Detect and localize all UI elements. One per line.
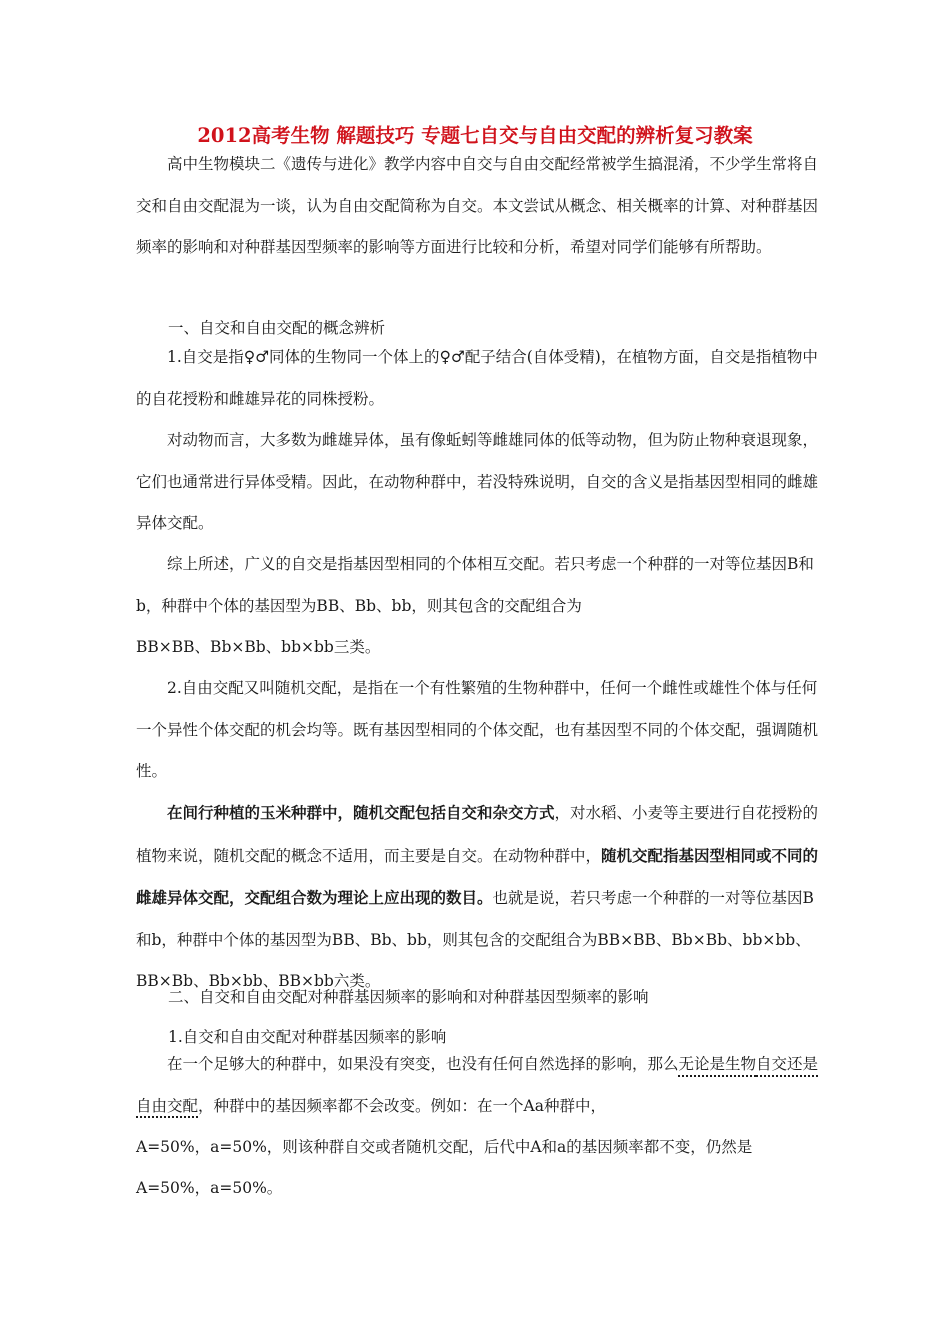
emphasis-dotted: 自交还是自由交配 [136, 1055, 819, 1115]
text-segment: ，种群中的基因频率都不会改变。例如：在一个Aa种群中， [198, 1096, 606, 1115]
emphasis-dotted: 无论是生物 [678, 1055, 757, 1073]
bold-text-animal: 随机交配指基因型相同或不同的雌雄异体交配，交配组合数为理论上应出现的数目。 [136, 845, 819, 907]
text-segment: 也就是说，若只考虑一个种群的一对等位基因B和b，种群中个体的基因型为BB、Bb、bb，则其包含的交配组合为BB×BB、Bb×Bb、bb×bb、BB×Bb、Bb×bb、BB×bb六类。 [136, 889, 814, 990]
section-heading-2: 二、自交和自由交配对种群基因频率的影响和对种群基因型频率的影响 [168, 988, 649, 1006]
paragraph-example: A=50%，a=50%，则该种群自交或者随机交配，后代中A和a的基因频率都不变，仍然是 [136, 1138, 753, 1156]
paragraph-animals: 对动物而言，大多数为雌雄异体，虽有像蚯蚓等雌雄同体的低等动物，但为防止物种衰退现象，它们也通常进行异体受精。因此，在动物种群中，若没特殊说明，自交的含义是指基因型相同的雌雄异体交配。 [136, 431, 819, 532]
paragraph-random-mating: 2.自由交配又叫随机交配，是指在一个有性繁殖的生物种群中，任何一个雌性或雄性个体与任何一个异性个体交配的机会均等。既有基因型相同的个体交配，也有基因型不同的个体交配，强调随机性。 [136, 679, 819, 780]
text-segment: 在一个足够大的种群中，如果没有突变，也没有任何自然选择的影响，那么 [167, 1055, 679, 1073]
paragraph-summary-cont: BB×BB、Bb×Bb、bb×bb三类。 [136, 638, 381, 656]
paragraph-gene-frequency [136, 1044, 826, 1127]
bold-text-corn: 在间行种植的玉米种群中，随机交配包括自交和杂交方式 [167, 803, 555, 822]
text-segment: ，对水稻、小麦等主要进行自花授粉的植物来说，随机交配的概念不适用，而主要是自交。在动物种群中， [136, 804, 819, 865]
paragraph-corn-population [136, 792, 826, 1003]
intro-paragraph: 高中生物模块二《遗传与进化》教学内容中自交与自由交配经常被学生搞混淆，不少学生常将自交和自由交配混为一谈，认为自由交配简称为自交。本文尝试从概念、相关概率的计算、对种群基因频率的影响和对种群基因型频率的影响等方面进行比较和分析，希望对同学们能够有所帮助。 [136, 155, 819, 256]
subsection-heading: 1.自交和自由交配对种群基因频率的影响 [168, 1028, 447, 1046]
paragraph-summary: 综上所述，广义的自交是指基因型相同的个体相互交配。若只考虑一个种群的一对等位基因B和b，种群中个体的基因型为BB、Bb、bb，则其包含的交配组合为 [136, 555, 814, 615]
paragraph-selfing-definition: 1.自交是指♀♂同体的生物同一个体上的♀♂配子结合(自体受精)，在植物方面，自交是指植物中的自花授粉和雌雄异花的同株授粉。 [136, 348, 818, 408]
document-title: 2012高考生物 解题技巧 专题七自交与自由交配的辨析复习教案 [197, 124, 753, 147]
section-heading-1: 一、自交和自由交配的概念辨析 [168, 319, 386, 337]
paragraph-example-cont: A=50%，a=50%。 [136, 1179, 283, 1197]
